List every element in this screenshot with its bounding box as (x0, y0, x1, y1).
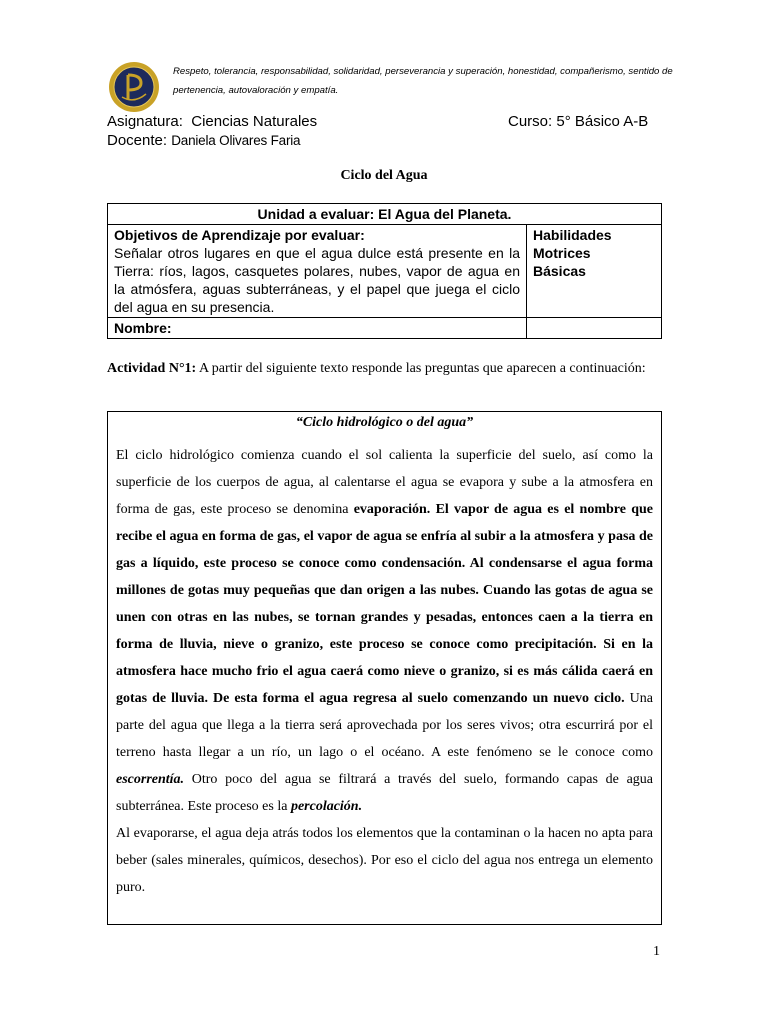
p1-bold-escorrentia: escorrentía. (116, 772, 185, 787)
skills-line-1: Habilidades (533, 227, 612, 243)
page-number: 1 (653, 944, 660, 959)
teacher-line (107, 132, 300, 150)
activity-instructions (107, 355, 662, 382)
subject-line (107, 113, 317, 131)
school-crest-icon (108, 61, 160, 113)
course-label: Curso: (508, 113, 553, 130)
document-title: Ciclo del Agua (340, 168, 428, 183)
name-blank-cell[interactable] (527, 318, 662, 339)
p1-text-1: El ciclo hidrológico comienza cuando el sol calienta la superficie del suelo, así como la superficie de los cuerpos de agua, al calentarse el agua se evapora y sube a la atmosfera en forma de gas, este proceso se denomina (116, 448, 653, 517)
p1-text-3: Otro poco del agua se filtrará a través del suelo, formando capas de agua subterránea. Este proceso es la (116, 772, 653, 814)
reading-paragraph-2: Al evaporarse, el agua deja atrás todos los elementos que la contaminan o la hacen no apta para beber (sales minerales, químicos, desechos). Por eso el ciclo del agua nos entrega un elemento puro. (116, 826, 653, 895)
skills-line-3: Básicas (533, 263, 586, 279)
p1-bold-percolacion: percolación. (290, 799, 363, 814)
course-line (508, 113, 648, 131)
name-label: Nombre: (108, 318, 527, 339)
objectives-table (107, 203, 662, 339)
objectives-text: Señalar otros lugares en que el agua dulce está presente en la Tierra: ríos, lagos, casquetes polares, nubes, vapor de agua en la atmósfera, aguas subterráneas, y el papel que juega el ciclo del agua en su presencia. (114, 245, 520, 315)
reading-box (107, 411, 662, 925)
objectives-label: Objetivos de Aprendizaje por evaluar: (114, 227, 365, 243)
objectives-cell (108, 225, 527, 318)
teacher-label: Docente: (107, 132, 168, 149)
unit-row (108, 204, 662, 225)
reading-title: “Ciclo hidrológico o del agua” (295, 415, 474, 430)
p1-bold-evaporacion: evaporación. (353, 502, 431, 517)
name-row (108, 318, 662, 339)
unit-cell: Unidad a evaluar: El Agua del Planeta. (108, 204, 662, 225)
skills-line-2: Motrices (533, 245, 591, 261)
p1-text-2: Una parte del agua que llega a la tierra será aprovechada por los seres vivos; otra escurrirá por el terreno hasta llegar a un río, un lago o el océano. A este fenómeno se le conoce como (116, 691, 653, 760)
objectives-row (108, 225, 662, 318)
subject-label: Asignatura: (107, 113, 183, 130)
p1-bold-cycle-description: El vapor de agua es el nombre que recibe el agua en forma de gas, el vapor de agua se enfría al subir a la atmosfera y pasa de gas a líquido, este proceso se conoce como condensación. Al condensarse el agua forma millones de gotas muy pequeñas que dan origen a las nubes. Cuando las gotas de agua se unen con otras en las nubes, se tornan grandes y pesadas, entonces caen a la tierra en forma de lluvia, nieve o granizo, este proceso se conoce como precipitación. Si en la atmosfera hace mucho frio el agua caerá como nieve o granizo, si es más cálida caerá en gotas de lluvia. De esta forma el agua regresa al suelo comenzando un nuevo ciclo. (116, 502, 653, 706)
course-value: 5° Básico A-B (556, 113, 649, 130)
reading-paragraph-1 (116, 442, 653, 820)
activity-label: Actividad N°1: (107, 361, 197, 376)
skills-cell (527, 225, 662, 318)
teacher-value: Daniela Olivares Faria (171, 133, 301, 148)
subject-value: Ciencias Naturales (191, 113, 318, 130)
school-values-motto: Respeto, tolerancia, responsabilidad, solidaridad, perseverancia y superación, honestidad, compañerismo, sentido de pertenencia, autovaloración y empatía. (173, 66, 673, 96)
activity-text: A partir del siguiente texto responde las preguntas que aparecen a continuación: (198, 361, 646, 376)
